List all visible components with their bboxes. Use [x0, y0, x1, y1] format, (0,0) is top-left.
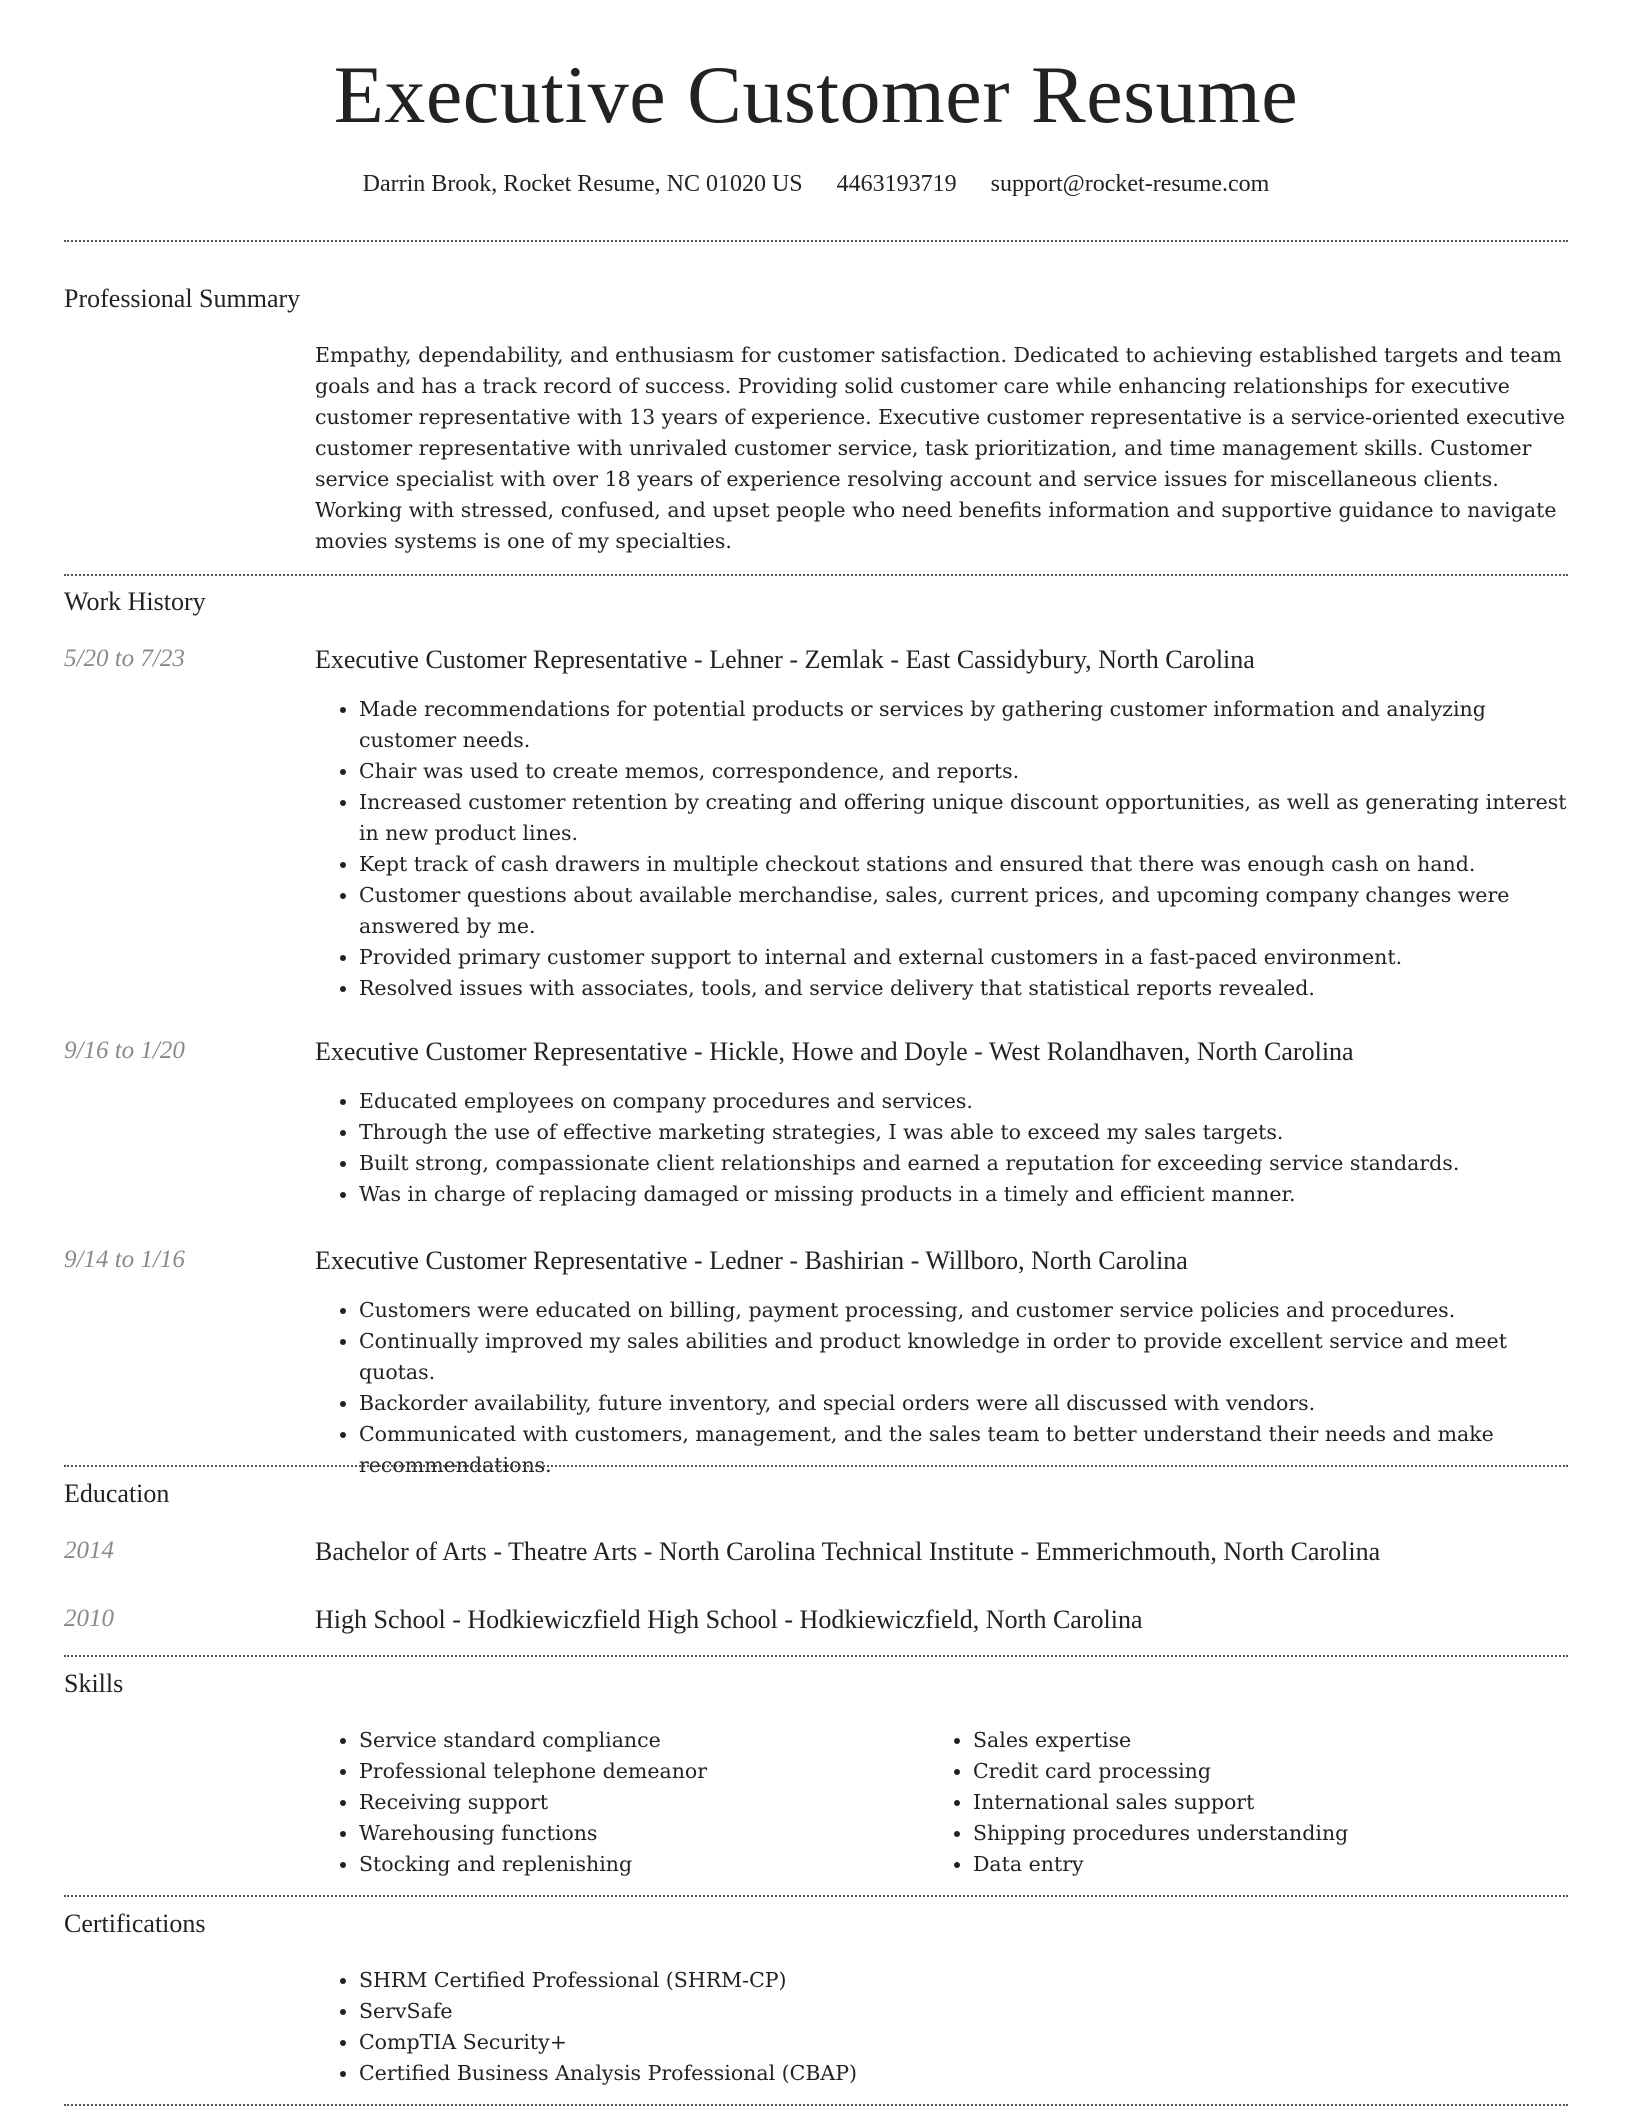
list-item: • Professional telephone demeanor [359, 1756, 1568, 1787]
education-year: 2010 [64, 1605, 114, 1632]
list-item: • Customers were educated on billing, payment processing, and customer service policies and procedures. [359, 1295, 1568, 1326]
list-item: • Service standard compliance [359, 1725, 1568, 1756]
education-year: 2014 [64, 1537, 114, 1564]
job-duties-list [315, 1086, 1568, 1210]
job-dates: 9/16 to 1/20 [64, 1037, 185, 1064]
summary-heading: Professional Summary [64, 284, 301, 313]
education-school: - North Carolina Technical Institute - Emmerichmouth, North Carolina [637, 1537, 1381, 1566]
list-item: • Kept track of cash drawers in multiple checkout stations and ensured that there was enough cash on hand. [359, 849, 1568, 880]
list-item: • Chair was used to create memos, correspondence, and reports. [359, 756, 1568, 787]
job-employer-location: - Hickle, Howe and Doyle - West Rolandhaven, North Carolina [687, 1037, 1354, 1066]
certifications-list [315, 1965, 1568, 2089]
education-heading: Education [64, 1479, 170, 1508]
list-item: • Data entry [973, 1849, 1632, 1880]
education-degree: Bachelor of Arts - Theatre Arts [315, 1537, 638, 1566]
summary-text: Empathy, dependability, and enthusiasm for customer satisfaction. Dedicated to achieving established targets and team goals and has a track record of success. Providing solid customer care while enhancing relationships for executive customer representative with 13 years of experience. Executive customer representative is a service-oriented executive customer representative with unrivaled customer service, task prioritization, and time management skills. Customer service specialist with over 18 years of experience resolving account and service issues for miscellaneous clients. Working with stressed, confused, and upset people who need benefits information and supportive guidance to navigate movies systems is one of my specialties. [315, 343, 1566, 553]
list-item: • Provided primary customer support to internal and external customers in a fast-paced environment. [359, 942, 1568, 973]
job-duties-list [315, 1295, 1568, 1481]
job-title [315, 1037, 1568, 1067]
list-item: • Customer questions about available merchandise, sales, current prices, and upcoming company changes were answered by me. [359, 880, 1568, 942]
contact-phone: 4463193719 [836, 171, 957, 197]
job-dates: 9/14 to 1/16 [64, 1246, 185, 1273]
divider [64, 574, 1568, 576]
education-entry [315, 1605, 1568, 1635]
list-item: • Increased customer retention by creating and offering unique discount opportunities, as well as generating interest in new product lines. [359, 787, 1568, 849]
job-dates: 5/20 to 7/23 [64, 645, 185, 672]
list-item: • Receiving support [359, 1787, 1568, 1818]
certifications-heading: Certifications [64, 1909, 206, 1938]
education-entry [315, 1537, 1568, 1567]
divider [64, 1465, 1568, 1467]
list-item: • Certified Business Analysis Professional (CBAP) [359, 2058, 1568, 2089]
list-item: • Was in charge of replacing damaged or missing products in a timely and efficient manner. [359, 1179, 1568, 1210]
list-item: • Made recommendations for potential products or services by gathering customer information and analyzing customer needs. [359, 694, 1568, 756]
education-degree: High School [315, 1605, 446, 1634]
list-item: • Warehousing functions [359, 1818, 1568, 1849]
list-item: • Shipping procedures understanding [973, 1818, 1632, 1849]
skills-heading: Skills [64, 1669, 124, 1698]
list-item: • CompTIA Security+ [359, 2027, 1568, 2058]
divider [64, 1895, 1568, 1897]
divider [64, 240, 1568, 242]
list-item: • Built strong, compassionate client relationships and earned a reputation for exceeding service standards. [359, 1148, 1568, 1179]
job-employer-location: - Lehner - Zemlak - East Cassidybury, North Carolina [687, 645, 1255, 674]
job-employer-location: - Ledner - Bashirian - Willboro, North Carolina [687, 1246, 1188, 1275]
list-item: • Continually improved my sales abilities and product knowledge in order to provide excellent service and meet quotas. [359, 1326, 1568, 1388]
list-item: • Credit card processing [973, 1756, 1632, 1787]
list-item: • Sales expertise [973, 1725, 1632, 1756]
job-duties-list [315, 694, 1568, 1004]
list-item: • Stocking and replenishing [359, 1849, 1568, 1880]
skills-list-right [929, 1725, 1632, 1880]
contact-address: Darrin Brook, Rocket Resume, NC 01020 US [362, 171, 803, 197]
job-role: Executive Customer Representative [315, 645, 688, 674]
list-item: • Backorder availability, future inventory, and special orders were all discussed with vendors. [359, 1388, 1568, 1419]
work-history-heading: Work History [64, 587, 206, 616]
list-item: • Educated employees on company procedures and services. [359, 1086, 1568, 1117]
list-item: • Through the use of effective marketing strategies, I was able to exceed my sales targets. [359, 1117, 1568, 1148]
list-item: • Resolved issues with associates, tools, and service delivery that statistical reports revealed. [359, 973, 1568, 1004]
contact-line [0, 171, 1632, 198]
list-item: • Communicated with customers, management, and the sales team to better understand their needs and make recommendations. [359, 1419, 1568, 1481]
divider [64, 2104, 1568, 2106]
job-title [315, 1246, 1568, 1276]
contact-email: support@rocket-resume.com [990, 171, 1270, 197]
job-title [315, 645, 1568, 675]
resume-title: Executive Customer Resume [333, 49, 1299, 140]
list-item: • ServSafe [359, 1996, 1568, 2027]
education-school: - Hodkiewiczfield High School - Hodkiewiczfield, North Carolina [445, 1605, 1143, 1634]
list-item: • International sales support [973, 1787, 1632, 1818]
job-role: Executive Customer Representative [315, 1246, 688, 1275]
divider [64, 1655, 1568, 1657]
list-item: • SHRM Certified Professional (SHRM-CP) [359, 1965, 1568, 1996]
job-role: Executive Customer Representative [315, 1037, 688, 1066]
